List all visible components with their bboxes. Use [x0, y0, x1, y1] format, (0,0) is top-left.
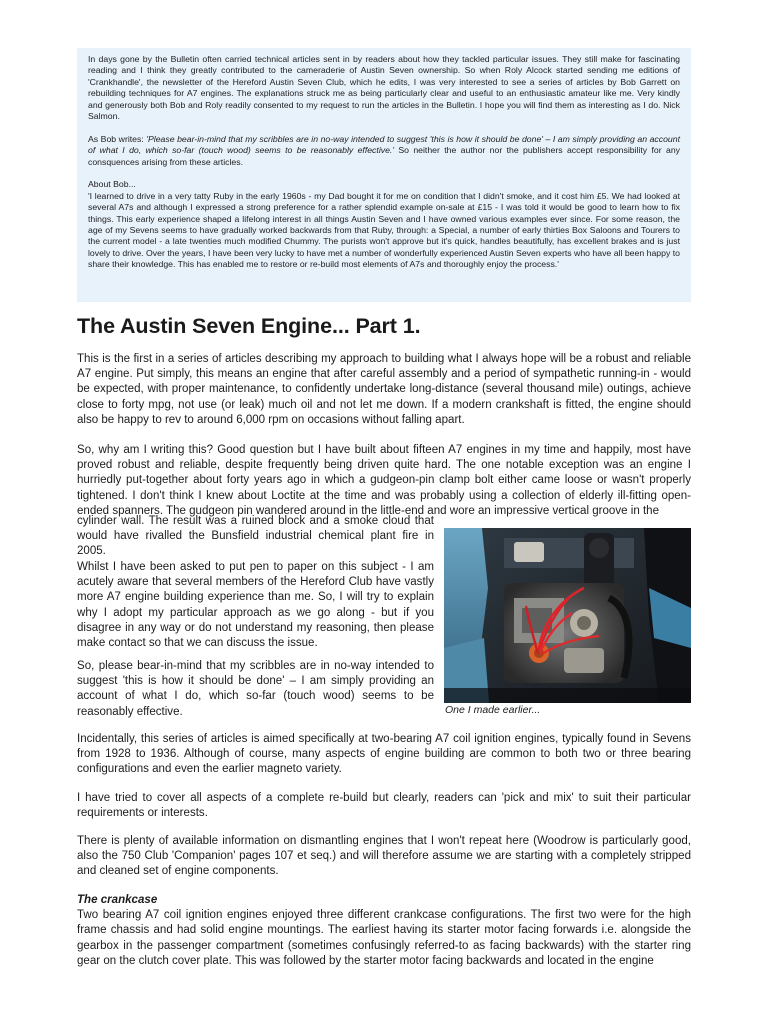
body-paragraph-3-text: Whilst I have been asked to put pen to paper on this subject - I am acutely aware that several members of the Hereford Club have vastly more A7 engine building experience than me. So, I will try to explain why I adopt my particular approach as we go along - but if you disagree in any way or do not understand my reasoning, then please make contact so that we can discuss the issue.	[77, 561, 434, 650]
body-paragraph-6	[77, 791, 691, 821]
intro-quote-suffix: So neither the author nor the publishers accept responsibility for any consquences arising from these articles.	[88, 145, 680, 167]
body-paragraph-3	[77, 560, 434, 651]
body-paragraph-4	[77, 659, 434, 720]
about-bob-paragraph: 'I learned to drive in a very tatty Ruby in the early 1960s - my Dad bought it for me on condition that I didn't smoke, and it cost him £5. We had looked at several A7s and although I expressed a strong preference for a rather splendid example on-sale at £15 - I was told it would be good to learn how to fix things. This early experience shaped a lifelong interest in all things Austin Seven and I have owned various examples ever since. For some reason, the age of my Sevens seems to have gradually worked backwards from that Ruby, through: a Special, a number of early thirties Box Saloons and Tourers to the current model - a late twenties much modified Chummy. The purists won't approve but it's quick, handles beautifully, has excellent brakes and is just lovely to drive. Over the years, I have been very lucky to have met a number of wonderfully experienced Austin Seven experts who have all been happy to share their knowledge. This has enabled me to restore or re-build most elements of A7s and thoroughly enjoy the process.'	[88, 190, 680, 270]
body-paragraph-2-continued	[77, 514, 434, 560]
intro-paragraph-2	[88, 134, 680, 168]
engine-photo	[444, 528, 691, 703]
body-paragraph-5-text: Incidentally, this series of articles is aimed specifically at two-bearing A7 coil ignition engines, typically found in Sevens from 1928 to 1936. Although of course, many aspects of engine building are common to both two or three bearing configurations and even the earlier magneto variety.	[77, 733, 691, 776]
body-paragraph-1-text: This is the first in a series of articles describing my approach to building what I always hope will be a robust and reliable A7 engine. Put simply, this means an engine that after careful assembly and a period of sympathetic running-in - would be expected, with proper maintenance, to confidently undertake long-distance (several thousand mile) outings, achieve close to forty mpg, not use (or leak) much oil and not let me down. If a modern crankshaft is fitted, the engine should also be happy to rev to around 6,000 rpm on occasions without falling apart.	[77, 353, 691, 426]
photo-caption: One I made earlier...	[445, 704, 541, 716]
intro-quote-prefix: As Bob writes:	[88, 133, 147, 144]
body-paragraph-7-text: There is plenty of available information on dismantling engines that I won't repeat here (Woodrow is particularly good, also the 750 Club 'Companion' pages 107 et seq.) and will therefore assume we are starting with a completely stripped and cleaned set of engine components.	[77, 835, 691, 878]
body-paragraph-2-continued-text: cylinder wall. The result was a ruined block and a smoke cloud that would have rivalled the Bunsfield industrial chemical plant fire in 2005.	[77, 515, 434, 558]
body-paragraph-6-text: I have tried to cover all aspects of a complete re-build but clearly, readers can 'pick and mix' to suit their particular requirements or interests.	[77, 792, 691, 820]
crankcase-section	[77, 893, 691, 969]
crankcase-paragraph: Two bearing A7 coil ignition engines enjoyed three different crankcase configurations. The first two were for the high frame chassis and had solid engine mountings. The earliest having its starter motor facing forwards i.e. alongside the gearbox in the passenger compartment (sometimes confusingly referred-to as facing backwards) with the starter ring gear on the clutch cover plate. This was followed by the starter motor facing backwards and located in the engine	[77, 909, 691, 967]
about-bob-heading: About Bob...	[88, 179, 136, 190]
crankcase-subheading: The crankcase	[77, 894, 158, 906]
intro-quote: 'Please bear-in-mind that my scribbles are in no-way intended to suggest 'this is how it should be done' – I am simply providing an account of what I do, which so-far (touch wood) seems to be reasonably effective.'	[88, 133, 680, 156]
body-paragraph-7	[77, 834, 691, 880]
body-paragraph-2-text: So, why am I writing this? Good question but I have built about fifteen A7 engines in my time and happily, most have proved robust and reliable, despite frequently being driven quite hard. The one notable exception was an engine I hurriedly put-together about forty years ago in which a gudgeon-pin clamp bolt either came loose or wasn't properly tightened. I don't think I knew about Loctite at the time and was probably using a collection of elderly ill-fitting open-ended spanners. The gudgeon pin wandered around in the little-end and wore an impressive vertical groove in the	[77, 444, 691, 517]
article-title: The Austin Seven Engine... Part 1.	[77, 314, 421, 338]
intro-box	[77, 48, 691, 302]
body-paragraph-2	[77, 443, 691, 519]
intro-paragraph-1: In days gone by the Bulletin often carried technical articles sent in by readers about how they tackled particular issues. They still make for fascinating reading and I think they greatly contributed to the cameraderie of Austin Seven ownership. So when Roly Alcock started sending me editions of 'Crankhandle', the newsletter of the Hereford Austin Seven Club, which he edits, I was very interested to see a series of articles by Bob Garrett on rebuilding techniques for A7 engines. The explanations struck me as being particularly clear and useful to an enthusiastic amateur like me. Very kindly and generously both Bob and Roly readily consented to my request to run the articles in the Bulletin. I hope you will find them as interesting as I do. Nick Salmon.	[88, 54, 680, 122]
body-paragraph-1	[77, 352, 691, 428]
body-paragraph-4-text: So, please bear-in-mind that my scribbles are in no-way intended to suggest 'this is how it should be done' – I am simply providing an account of what I do, which so-far (touch wood) seems to be reasonably effective.	[77, 660, 434, 718]
body-paragraph-5	[77, 732, 691, 778]
